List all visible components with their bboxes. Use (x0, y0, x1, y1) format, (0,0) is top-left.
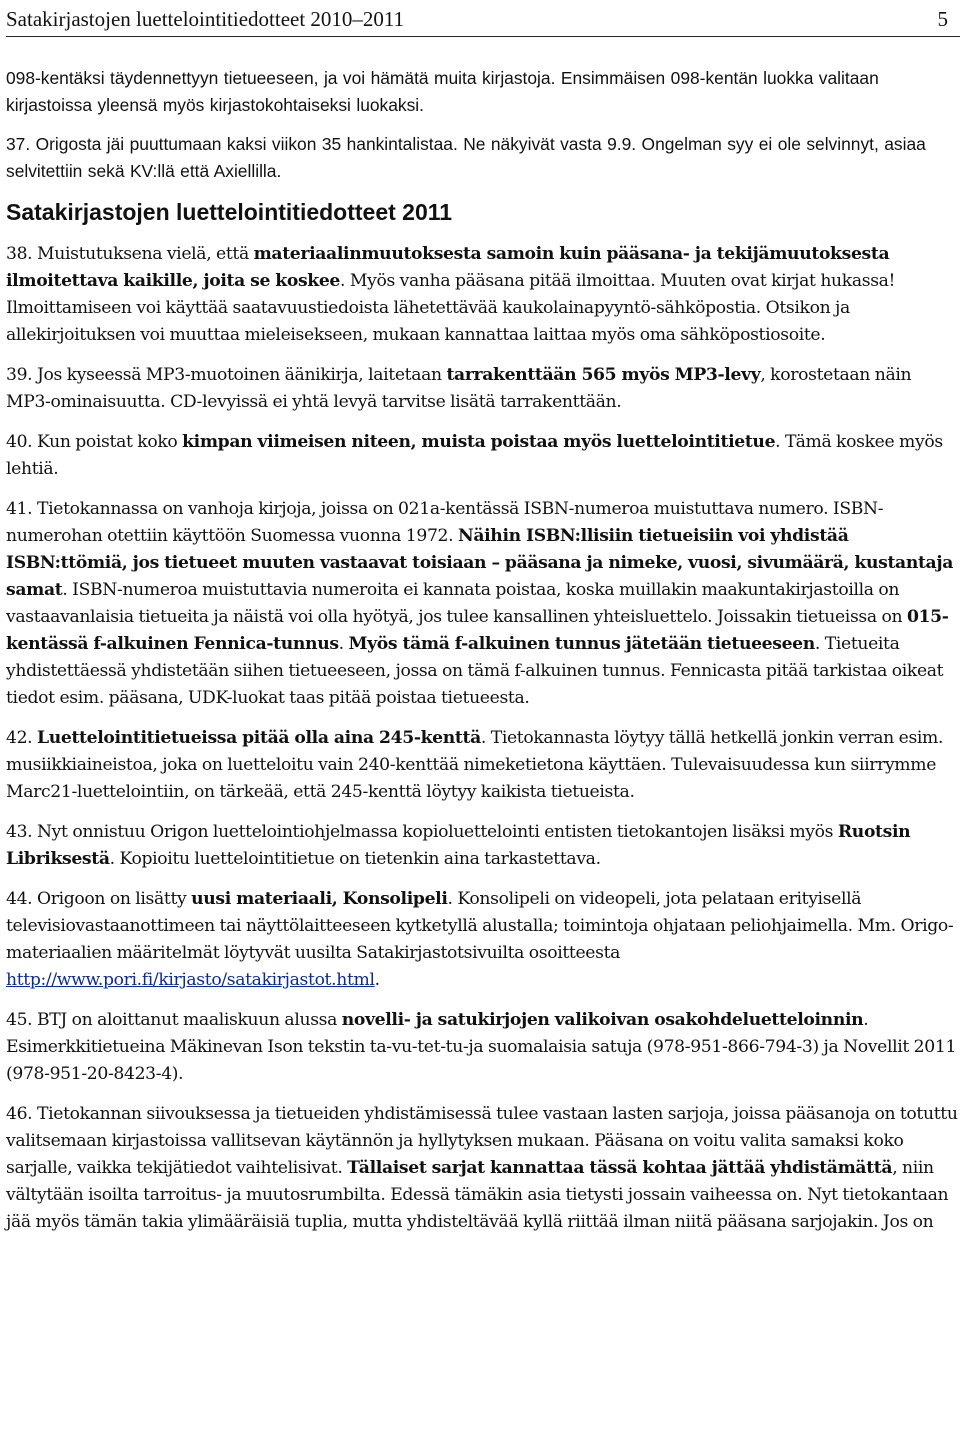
bold-text-run: uusi materiaali, Konsolipeli (191, 889, 448, 909)
numbered-items (6, 241, 958, 1236)
text-run: . Kopioitu luettelointitietue on tietenkin aina tarkastettava. (109, 849, 601, 869)
page-number: 5 (937, 7, 948, 31)
bold-text-run: Ruotsin Libriksestä (6, 822, 911, 869)
text-run: 41. Tietokannassa on vanhoja kirjoja, joissa on 021a-kentässä ISBN-numeroa muistuttava numero. ISBN-numerohan otettiin käyttöön Suomessa vuonna 1972. (6, 499, 884, 546)
list-item (6, 429, 958, 483)
list-item (6, 725, 958, 806)
text-run: . ISBN-numeroa muistuttavia numeroita ei kannata poistaa, koska muillakin maakuntakirjastoilla on vastaavanlaisia tietueita ja näistä voi olla hyötyä, jos tulee kansallinen yhteisluettelo. Joissakin tietueissa on (6, 580, 907, 627)
text-run: 38. Muistutuksena vielä, että (6, 244, 254, 264)
list-item (6, 1007, 958, 1088)
list-item (6, 496, 958, 712)
bold-text-run: Myös tämä f-alkuinen tunnus jätetään tietueeseen (348, 634, 815, 654)
running-title: Satakirjastojen luettelointitiedotteet 2010–2011 (6, 7, 405, 31)
text-run: 40. Kun poistat koko (6, 432, 183, 452)
paragraph-item-37: 37. Origosta jäi puuttumaan kaksi viikon 35 hankintalistaa. Ne näkyivät vasta 9.9. Ongelman syy ei ole selvinnyt, asiaa selvitettiin sekä KV:llä että Axiellilla. (6, 134, 926, 181)
list-item (6, 362, 958, 416)
text-run: . Tietokannasta löytyy tällä hetkellä jonkin verran esim. musiikkiaineistoa, joka on luetteloitu vain 240-kenttää nimeketietona käyttäen. Tulevaisuudessa kun siirrymme Marc21-luettelointiin, on tärkeää, että 245-kenttä löytyy kaikista tietueista. (6, 728, 944, 802)
bold-text-run: Näihin ISBN:llisiin tietueisiin voi yhdistää ISBN:ttömiä, jos tietueet muuten vastaavat toisiaan – pääsana ja nimeke, vuosi, sivumäärä, kustantaja samat (6, 526, 953, 600)
text-run: . (374, 970, 380, 990)
paragraph-continuation: 098-kentäksi täydennettyyn tietueeseen, ja voi hämätä muita kirjastoja. Ensimmäisen 098-kentän luokka valitaan kirjastoissa yleensä myös kirjastokohtaiseksi luokaksi. (6, 68, 879, 115)
text-run: . Esimerkkitietueina Mäkinevan Ison tekstin ta-vu-tet-tu-ja suomalaisia satuja (978-951-866-794-3) ja Novellit 2011 (978-951-20-8423-4). (6, 1010, 957, 1084)
text-run: 43. Nyt onnistuu Origon luettelointiohjelmassa kopioluettelointi entisten tietokantojen lisäksi myös (6, 822, 838, 842)
text-run: , niin vältytään isoilta tarroitus- ja muutosrumbilta. Edessä tämäkin asia tietysti jossain vaiheessa on. Nyt tietokantaan jää myös tämän takia ylimääräisiä tuplia, mutta yhdisteltävää kyllä riittää ilman niitä pääsana sarjojakin. Jos on (6, 1158, 949, 1232)
header-rule (6, 36, 960, 37)
text-run: 45. BTJ on aloittanut maaliskuun alussa (6, 1010, 342, 1030)
text-run: . Tietueita yhdistettäessä yhdistetään siihen tietueeseen, jossa on tämä f-alkuinen tunnus. Fennicasta pitää tarkistaa oikeat tiedot esim. pääsana, UDK-luokat taas pitää poistaa tietueesta. (6, 634, 944, 708)
bold-text-run: novelli- ja satukirjojen valikoivan osakohdeluetteloinnin (341, 1010, 864, 1030)
document-body (6, 65, 958, 1249)
text-run: . Tämä koskee myös lehtiä. (6, 432, 943, 479)
text-run: 39. Jos kyseessä MP3-muotoinen äänikirja, laitetaan (6, 365, 447, 385)
text-run: . (338, 634, 349, 654)
bold-text-run: Luettelointitietueissa pitää olla aina 245-kenttä (37, 728, 481, 748)
text-run: 46. Tietokannan siivouksessa ja tietueiden yhdistämisessä tulee vastaan lasten sarjoja, joissa pääsanoja on totuttu valitsemaan kirjastoissa vallitsevan käytännön ja hyllytyksen mukaan. Pääsana on voitu valita samaksi koko sarjalle, vaikka tekijätiedot vaihtelisivat. (6, 1104, 958, 1178)
bold-text-run: tarrakenttään 565 myös MP3-levy (446, 365, 761, 385)
bold-text-run: materiaalinmuutoksesta samoin kuin pääsana- ja tekijämuutoksesta ilmoitettava kaikille, joita se koskee (6, 244, 890, 291)
list-item (6, 886, 958, 994)
text-run: . Myös vanha pääsana pitää ilmoittaa. Muuten ovat kirjat hukassa! Ilmoittamiseen voi käyttää saatavuustiedoista lähetettävää kaukolainapyyntö-sähköpostia. Otsikon ja allekirjoituksen voi muuttaa mieleisekseen, mukaan kannattaa laittaa myös oma sähköpostiosoite. (6, 271, 896, 345)
text-run: 44. Origoon on lisätty (6, 889, 192, 909)
bold-text-run: Tällaiset sarjat kannattaa tässä kohtaa jättää yhdistämättä (347, 1158, 893, 1178)
bold-text-run: 015-kentässä f-alkuinen Fennica-tunnus (6, 607, 949, 654)
text-run: , korostetaan näin MP3-ominaisuutta. CD-levyissä ei yhtä levyä tarvitse lisätä tarrakenttään. (6, 365, 912, 412)
list-item (6, 1101, 958, 1236)
text-run: 42. (6, 728, 37, 748)
bold-text-run: kimpan viimeisen niteen, muista poistaa myös luettelointitietue (182, 432, 776, 452)
list-item (6, 241, 958, 349)
running-header (6, 4, 956, 34)
url-link[interactable]: http://www.pori.fi/kirjasto/satakirjastot.html (6, 970, 375, 990)
list-item (6, 819, 958, 873)
section-heading: Satakirjastojen luettelointitiedotteet 2011 (6, 199, 453, 225)
text-run: . Konsolipeli on videopeli, jota pelataan erityisellä televisiovastaanottimeen tai näyttölaitteeseen kytketyllä alustalla; toimintoja ohjataan peliohjaimella. Mm. Origo-materiaalien määritelmät löytyvät uusilta Satakirjastotsivuilta osoitteesta (6, 889, 954, 963)
